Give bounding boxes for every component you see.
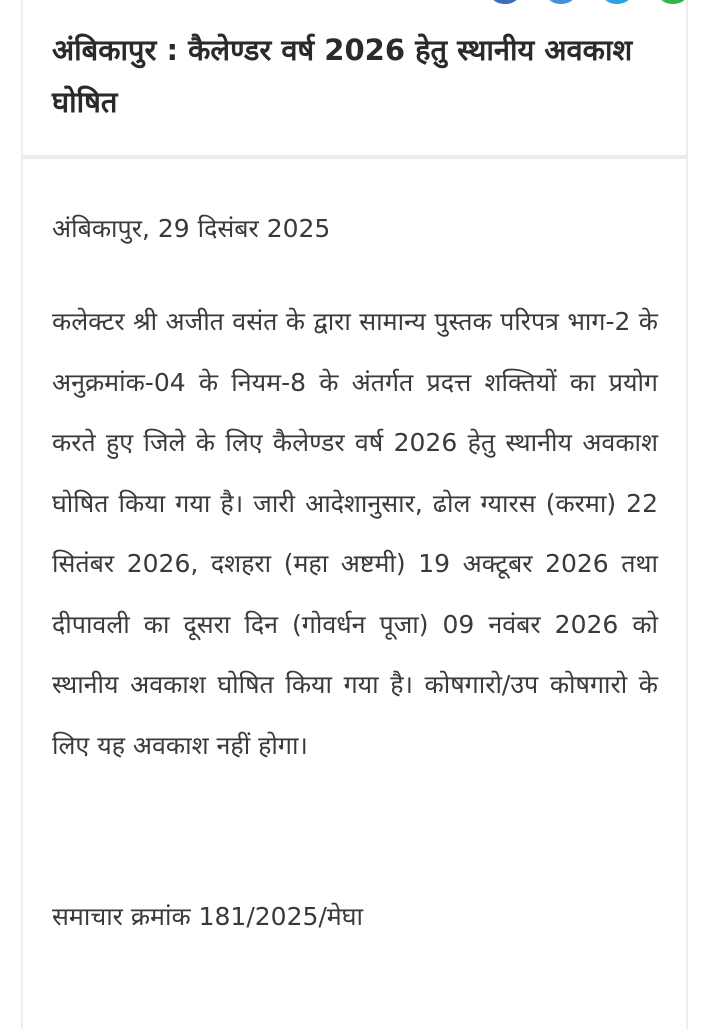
whatsapp-icon[interactable] xyxy=(656,0,690,4)
title-divider xyxy=(21,155,688,159)
facebook-icon[interactable] xyxy=(488,0,522,4)
twitter-icon[interactable] xyxy=(544,0,578,4)
share-bar xyxy=(488,0,690,4)
news-reference-number: समाचार क्रमांक 181/2025/मेघा xyxy=(52,902,364,931)
article-title: अंबिकापुर : कैलेण्डर वर्ष 2026 हेतु स्थानीय अवकाश घोषित xyxy=(52,33,633,119)
article-body: कलेक्टर श्री अजीत वसंत के द्वारा सामान्य पुस्तक परिपत्र भाग-2 के अनुक्रमांक-04 के नियम-8 के अंतर्गत प्रदत्त शक्तियों का प्रयोग करते हुए जिले के लिए कैलेण्डर वर्ष 2026 हेतु स्थानीय अवकाश घोषित किया गया है। जारी आदेशानुसार, ढोल ग्यारस (करमा) 22 सितंबर 2026, दशहरा (महा अष्टमी) 19 अक्टूबर 2026 तथा दीपावली का दूसरा दिन (गोवर्धन पूजा) 09 नवंबर 2026 को स्थानीय अवकाश घोषित किया गया है। कोषगारो/उप कोषगारो के लिए यह अवकाश नहीं होगा। xyxy=(52,307,658,760)
linkedin-icon[interactable] xyxy=(600,0,634,4)
article-dateline: अंबिकापुर, 29 दिसंबर 2025 xyxy=(52,214,331,243)
